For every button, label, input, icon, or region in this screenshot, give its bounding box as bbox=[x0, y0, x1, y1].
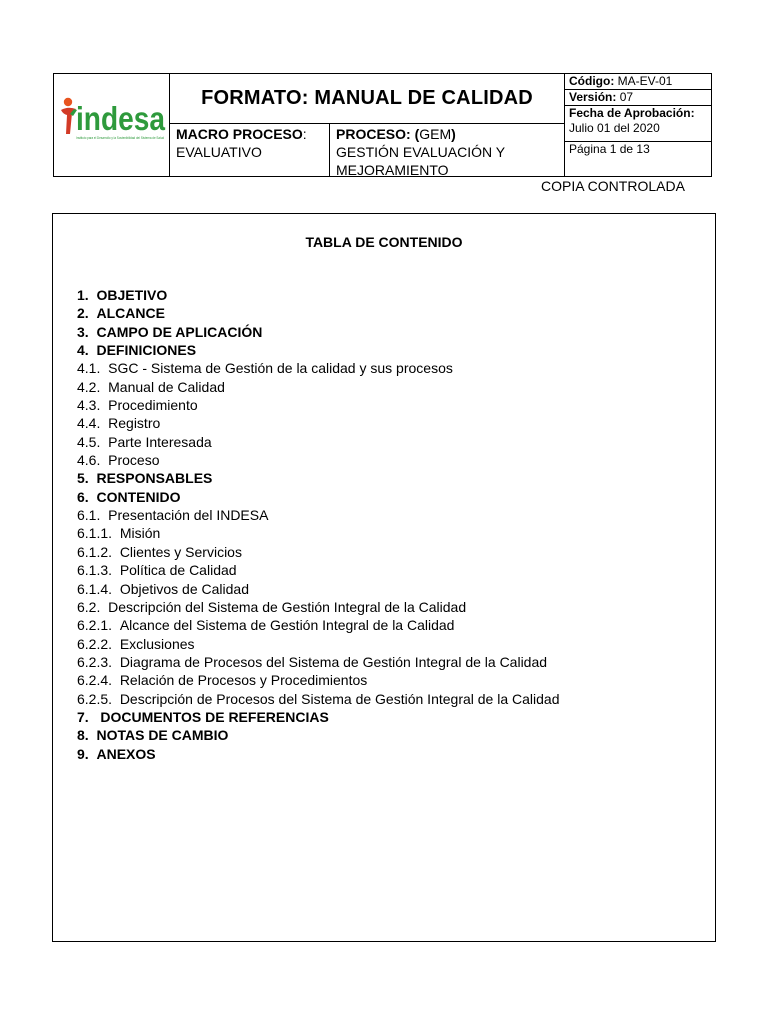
toc-item-number: 6.1.3. bbox=[77, 562, 120, 579]
codigo-value: MA-EV-01 bbox=[614, 74, 673, 88]
toc-item bbox=[77, 690, 560, 708]
proceso-cell bbox=[330, 124, 564, 176]
toc-item-number: 6.1.2. bbox=[77, 543, 120, 560]
toc-item-text: Descripción del Sistema de Gestión Integral de la Calidad bbox=[108, 598, 467, 615]
macro-proceso-label: MACRO PROCESO bbox=[176, 126, 303, 142]
toc-item-number: 6.2.3. bbox=[77, 653, 120, 670]
proceso-value-line2: MEJORAMIENTO bbox=[336, 162, 449, 178]
fecha-row bbox=[565, 106, 711, 142]
macro-proceso-colon: : bbox=[302, 126, 307, 142]
version-row bbox=[565, 90, 711, 106]
toc-item bbox=[77, 616, 560, 634]
copia-controlada-label: COPIA CONTROLADA bbox=[541, 178, 685, 194]
toc-item bbox=[77, 451, 560, 469]
pagina-row bbox=[565, 142, 711, 176]
toc-item-text: Exclusiones bbox=[119, 635, 195, 652]
toc-item-number: 6.2.5. bbox=[77, 690, 120, 707]
document-title: FORMATO: MANUAL DE CALIDAD bbox=[201, 87, 533, 109]
toc-item bbox=[77, 323, 560, 341]
toc-item bbox=[77, 598, 560, 616]
toc-item-text: Objetivos de Calidad bbox=[119, 580, 249, 597]
fecha-value: Julio 01 del 2020 bbox=[569, 121, 660, 135]
toc-item bbox=[77, 506, 560, 524]
toc-item-number: 6.2.1. bbox=[77, 617, 120, 634]
toc-item-number: 4.5. bbox=[77, 433, 109, 450]
toc-item bbox=[77, 341, 560, 359]
indesa-logo-icon bbox=[59, 96, 167, 146]
toc-item-text: Procedimiento bbox=[108, 397, 198, 414]
version-value: 07 bbox=[616, 90, 634, 104]
codigo-row bbox=[565, 74, 711, 90]
toc-item-text: Relación de Procesos y Procedimientos bbox=[119, 672, 368, 689]
toc-item bbox=[77, 396, 560, 414]
toc-item bbox=[77, 286, 560, 304]
indesa-logo bbox=[59, 96, 167, 146]
codigo-label: Código: bbox=[569, 74, 615, 88]
toc-item-text: CONTENIDO bbox=[96, 488, 181, 505]
toc-list bbox=[77, 286, 560, 763]
toc-item-number: 6. bbox=[77, 488, 97, 505]
toc-item-text: OBJETIVO bbox=[96, 287, 168, 303]
toc-item-text: Presentación del INDESA bbox=[108, 507, 269, 524]
toc-item-text: Misión bbox=[119, 525, 161, 542]
toc-item bbox=[77, 378, 560, 396]
proceso-label: PROCESO: ( bbox=[336, 126, 420, 142]
logo-cell bbox=[54, 74, 170, 176]
toc-item bbox=[77, 304, 560, 322]
toc-item-number: 2. bbox=[77, 305, 97, 322]
toc-item-number: 4. bbox=[77, 342, 97, 359]
logo-wordmark: indesa bbox=[76, 100, 166, 137]
table-of-contents bbox=[52, 213, 716, 942]
toc-item bbox=[77, 414, 560, 432]
toc-item-text: Política de Calidad bbox=[119, 562, 237, 579]
toc-item bbox=[77, 561, 560, 579]
macro-proceso-value: EVALUATIVO bbox=[176, 144, 262, 160]
toc-item bbox=[77, 433, 560, 451]
toc-item bbox=[77, 745, 560, 763]
toc-item bbox=[77, 708, 560, 726]
document-title-cell bbox=[170, 74, 564, 124]
toc-item-number: 8. bbox=[77, 727, 97, 744]
toc-item-text: ALCANCE bbox=[96, 305, 165, 322]
toc-item bbox=[77, 580, 560, 598]
toc-item-number: 4.4. bbox=[77, 415, 109, 432]
page-number: Página 1 de 13 bbox=[569, 142, 650, 156]
toc-item-text: SGC - Sistema de Gestión de la calidad y sus procesos bbox=[108, 360, 453, 377]
proceso-code: GEM bbox=[419, 126, 452, 142]
document-control-column bbox=[564, 74, 711, 176]
toc-item-text: CAMPO DE APLICACIÓN bbox=[96, 323, 263, 340]
toc-item-number: 4.2. bbox=[77, 378, 109, 395]
toc-item bbox=[77, 488, 560, 506]
toc-item-text: ANEXOS bbox=[96, 745, 156, 762]
toc-item-number: 6.2.2. bbox=[77, 635, 120, 652]
toc-item-number: 6.1. bbox=[77, 507, 109, 524]
toc-item bbox=[77, 726, 560, 744]
toc-item bbox=[77, 543, 560, 561]
toc-item-text: NOTAS DE CAMBIO bbox=[96, 727, 229, 744]
toc-item-text: Clientes y Servicios bbox=[119, 543, 242, 560]
toc-item-text: Registro bbox=[108, 415, 161, 432]
toc-item-number: 1. bbox=[77, 287, 97, 303]
toc-item-text: DEFINICIONES bbox=[96, 342, 197, 359]
toc-item-number: 4.6. bbox=[77, 452, 109, 469]
toc-item-number: 4.1. bbox=[77, 360, 109, 377]
logo-tagline: Instituto para el Desarrollo y la Sostenibilidad del Sistema de Salud bbox=[76, 136, 165, 140]
toc-item-number: 3. bbox=[77, 323, 97, 340]
toc-title: TABLA DE CONTENIDO bbox=[305, 234, 463, 250]
toc-item-number: 4.3. bbox=[77, 397, 109, 414]
macro-proceso-cell bbox=[170, 124, 330, 176]
toc-item-number: 9. bbox=[77, 745, 97, 762]
toc-item-number: 6.1.1. bbox=[77, 525, 120, 542]
document-header bbox=[53, 73, 712, 177]
toc-item bbox=[77, 524, 560, 542]
version-label: Versión: bbox=[569, 90, 617, 104]
toc-item-text: DOCUMENTOS DE REFERENCIAS bbox=[100, 708, 329, 725]
toc-item-text: Alcance del Sistema de Gestión Integral de la Calidad bbox=[119, 617, 455, 634]
toc-item-number: 6.1.4. bbox=[77, 580, 120, 597]
toc-item-number: 6.2.4. bbox=[77, 672, 120, 689]
toc-item-number: 6.2. bbox=[77, 598, 109, 615]
toc-item-number: 5. bbox=[77, 470, 97, 487]
toc-item-text: Proceso bbox=[108, 452, 160, 469]
toc-item-text: Diagrama de Procesos del Sistema de Gestión Integral de la Calidad bbox=[119, 653, 548, 670]
toc-item bbox=[77, 635, 560, 653]
proceso-close: ) bbox=[451, 126, 456, 142]
proceso-value-line1: GESTIÓN EVALUACIÓN Y bbox=[336, 144, 506, 160]
toc-item-text: Manual de Calidad bbox=[108, 378, 225, 395]
toc-item-text: Parte Interesada bbox=[108, 433, 212, 450]
toc-item bbox=[77, 653, 560, 671]
toc-item-text: Descripción de Procesos del Sistema de Gestión Integral de la Calidad bbox=[119, 690, 560, 707]
toc-item bbox=[77, 469, 560, 487]
toc-item-number: 7. bbox=[77, 708, 101, 725]
toc-item-text: RESPONSABLES bbox=[96, 470, 213, 487]
fecha-label: Fecha de Aprobación: bbox=[569, 106, 695, 120]
toc-item bbox=[77, 671, 560, 689]
toc-item bbox=[77, 359, 560, 377]
